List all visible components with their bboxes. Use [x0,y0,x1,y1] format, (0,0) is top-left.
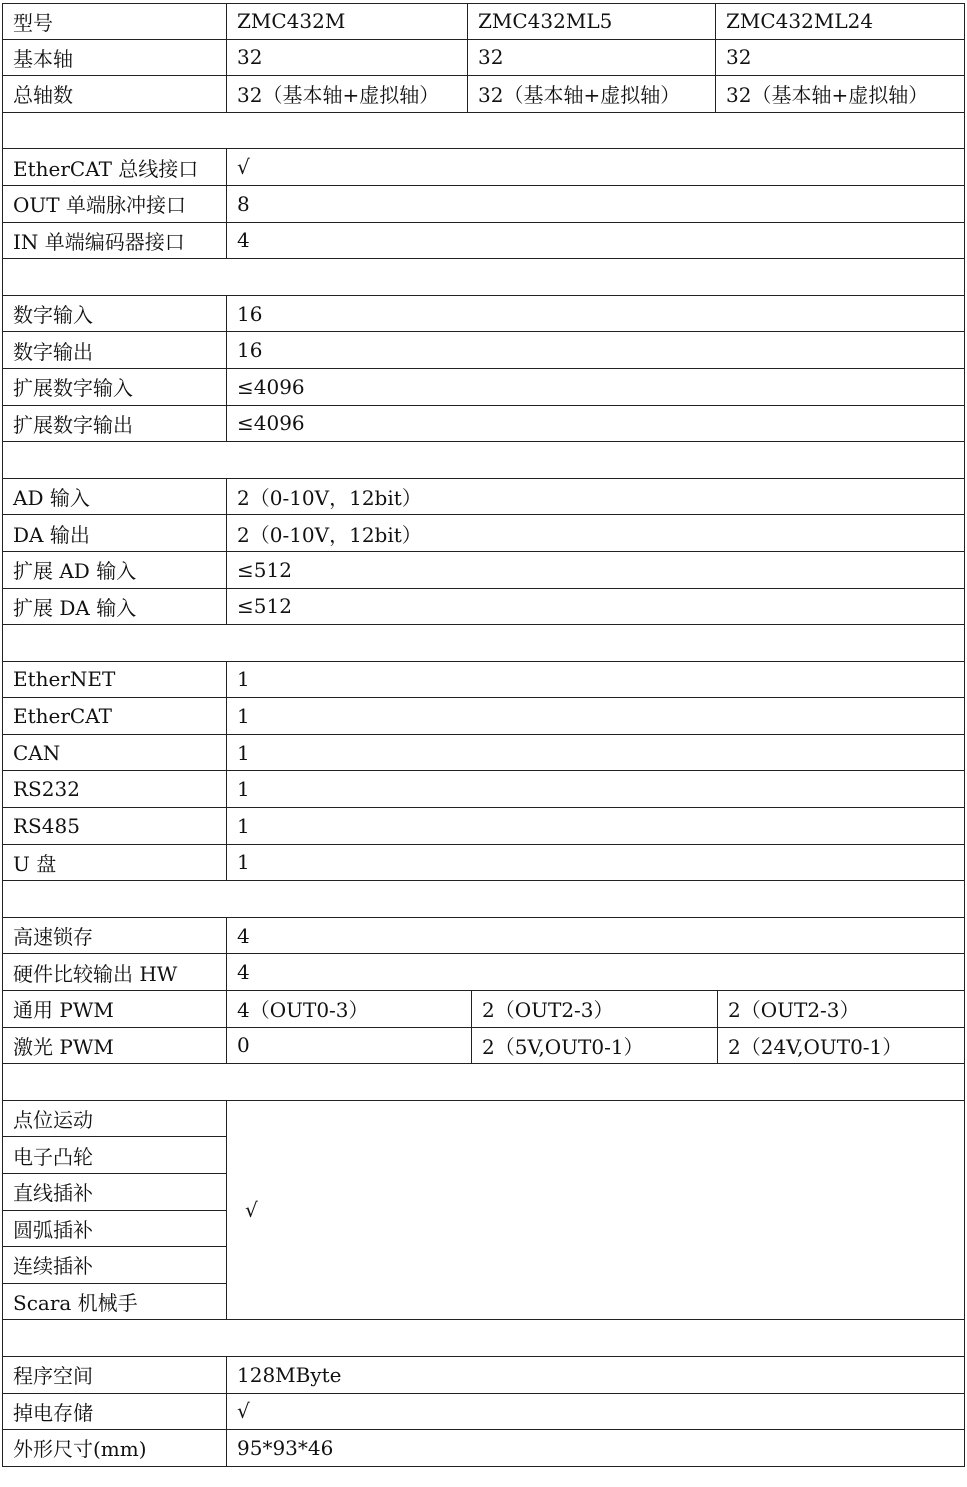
table-row [2,918,965,955]
table-row [2,223,965,260]
cell-value: 1 [226,808,965,844]
table-row [2,479,965,516]
cell-value: 4 [226,918,965,954]
cell-value: 0 [226,1028,471,1064]
table-row [2,406,965,443]
cell-value: 2（5V,OUT0-1） [471,1028,717,1064]
table-row [2,369,965,406]
table-row [2,332,965,369]
motion-check: √ [226,1101,965,1321]
row-label: IN 单端编码器接口 [2,223,226,259]
row-label: 掉电存储 [2,1394,226,1430]
row-label: 外形尺寸(mm) [2,1430,226,1466]
cell-value: 2（OUT2-3） [471,991,717,1027]
table-row [2,954,965,991]
cell-value: 2（0-10V，12bit） [226,515,965,551]
row-label: 点位运动 [2,1101,226,1138]
row-label: RS485 [2,808,226,844]
cell-value: 2（0-10V，12bit） [226,479,965,515]
cell-value: 4 [226,954,965,990]
table-row [2,662,965,699]
separator-row [2,625,965,662]
row-label: EtherCAT [2,698,226,734]
table-row [2,186,965,223]
row-label: 扩展 AD 输入 [2,552,226,588]
separator-row [2,259,965,296]
cell-value: 32（基本轴+虚拟轴） [226,76,467,112]
separator-cell [2,1064,965,1100]
cell-value: 32 [467,40,715,76]
row-label: 数字输入 [2,296,226,332]
cell-value: 1 [226,698,965,734]
separator-cell [2,259,965,295]
cell-value: 32 [715,40,965,76]
row-label: EtherCAT 总线接口 [2,149,226,185]
model-name: ZMC432M [226,4,467,39]
separator-cell [2,1320,965,1356]
cell-value: 4 [226,223,965,259]
separator-cell [2,113,965,149]
separator-row [2,113,965,150]
cell-value: 1 [226,771,965,807]
row-label: 电子凸轮 [2,1137,226,1174]
row-label: EtherNET [2,662,226,698]
row-label: AD 输入 [2,479,226,515]
cell-value: √ [226,1394,965,1430]
row-label: 总轴数 [2,76,226,112]
row-label: 连续插补 [2,1247,226,1284]
row-label: 程序空间 [2,1357,226,1393]
motion-labels [2,1101,226,1321]
cell-value: 1 [226,845,965,881]
table-row [2,771,965,808]
cell-value: 16 [226,332,965,368]
cell-value: 32 [226,40,467,76]
row-label: 直线插补 [2,1174,226,1211]
table-header-row [2,3,965,40]
cell-value: 2（24V,OUT0-1） [717,1028,965,1064]
cell-value: 1 [226,662,965,698]
table-row [2,845,965,882]
table-row [2,808,965,845]
row-label: 扩展数字输入 [2,369,226,405]
row-label: 扩展 DA 输入 [2,589,226,625]
row-label: 高速锁存 [2,918,226,954]
model-name: ZMC432ML5 [467,4,715,39]
table-row [2,1430,965,1467]
table-row [2,1394,965,1431]
separator-cell [2,442,965,478]
table-row [2,991,965,1028]
table-row [2,296,965,333]
table-row [2,149,965,186]
cell-value: ≤4096 [226,369,965,405]
table-row [2,1357,965,1394]
row-label: 圆弧插补 [2,1211,226,1248]
table-row [2,40,965,77]
row-label: 激光 PWM [2,1028,226,1064]
separator-cell [2,625,965,661]
row-label: 硬件比较输出 HW [2,954,226,990]
cell-value: 32（基本轴+虚拟轴） [467,76,715,112]
table-row [2,735,965,772]
separator-row [2,442,965,479]
separator-row [2,1064,965,1101]
table-row [2,698,965,735]
table-row [2,589,965,626]
row-label: 基本轴 [2,40,226,76]
row-label: CAN [2,735,226,771]
header-label: 型号 [2,4,226,39]
cell-value: 2（OUT2-3） [717,991,965,1027]
table-row [2,76,965,113]
cell-value: ≤512 [226,589,965,625]
cell-value: 1 [226,735,965,771]
separator-cell [2,881,965,917]
row-label: Scara 机械手 [2,1284,226,1321]
motion-functions-block [2,1101,965,1321]
cell-value: ≤512 [226,552,965,588]
cell-value: √ [226,149,965,185]
cell-value: 16 [226,296,965,332]
row-label: U 盘 [2,845,226,881]
cell-value: 32（基本轴+虚拟轴） [715,76,965,112]
row-label: RS232 [2,771,226,807]
cell-value: 95*93*46 [226,1430,965,1466]
cell-value: 4（OUT0-3） [226,991,471,1027]
row-label: OUT 单端脉冲接口 [2,186,226,222]
table-row [2,1028,965,1065]
table-row [2,515,965,552]
cell-value: 8 [226,186,965,222]
table-row [2,552,965,589]
model-name: ZMC432ML24 [715,4,965,39]
row-label: 扩展数字输出 [2,406,226,442]
cell-value: 128MByte [226,1357,965,1393]
row-label: DA 输出 [2,515,226,551]
spec-table [2,3,965,1467]
separator-row [2,1320,965,1357]
row-label: 数字输出 [2,332,226,368]
cell-value: ≤4096 [226,406,965,442]
row-label: 通用 PWM [2,991,226,1027]
separator-row [2,881,965,918]
